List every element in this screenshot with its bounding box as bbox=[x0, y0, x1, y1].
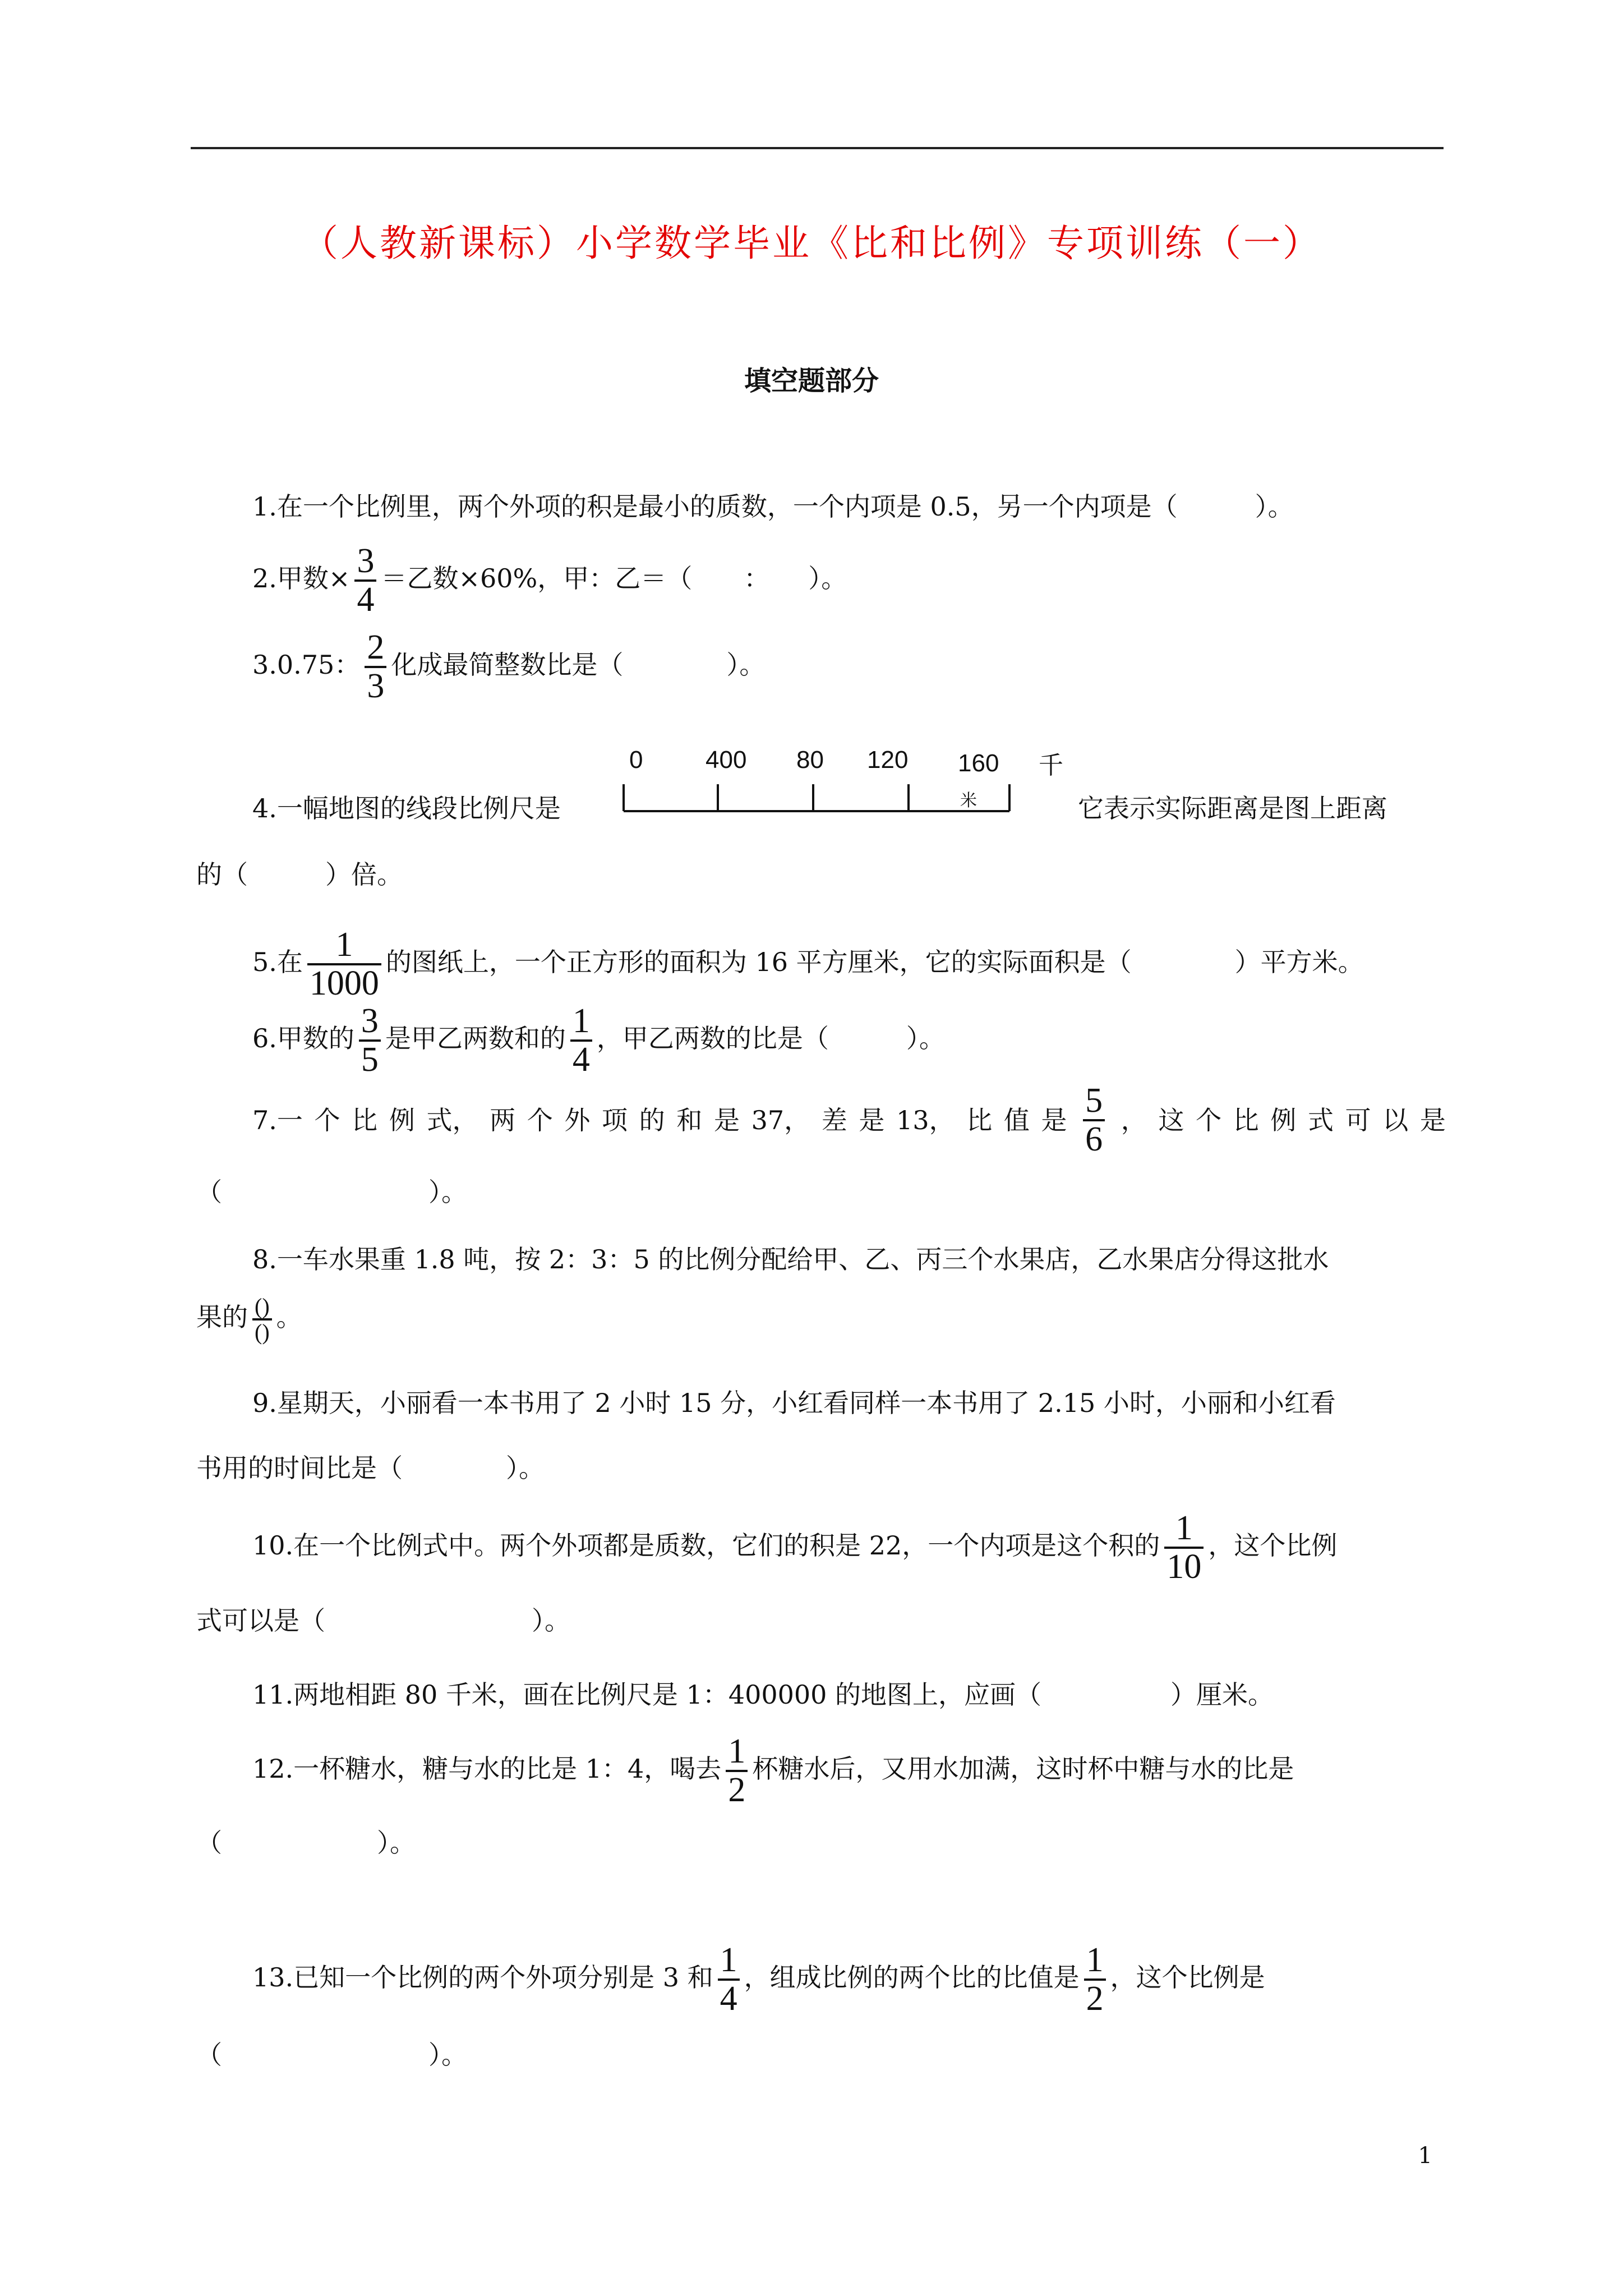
question-13-continuation: （ ）。 bbox=[196, 2040, 467, 2070]
question-8-line1: 8.一车水果重 1.8 吨，按 2：3：5 的比例分配给甲、乙、丙三个水果店，乙水果店分得这批水 bbox=[252, 1244, 1329, 1274]
fraction bbox=[252, 1295, 272, 1344]
question-4-post: 它表示实际距离是图上距离 bbox=[1078, 793, 1387, 823]
q7-char: 个 bbox=[527, 1105, 553, 1136]
denominator: () bbox=[252, 1318, 272, 1344]
fraction bbox=[570, 1003, 592, 1078]
question-13-post: ，这个比例是 bbox=[1110, 1962, 1265, 1993]
scale-label: 160 bbox=[958, 749, 999, 777]
denominator: 6 bbox=[1083, 1119, 1105, 1158]
fraction bbox=[1164, 1510, 1204, 1585]
question-13-pre: 13.已知一个比例的两个外项分别是 3 和 bbox=[252, 1962, 713, 1993]
question-10-continuation: 式可以是（ ）。 bbox=[196, 1605, 570, 1636]
question-8-pre: 果的 bbox=[196, 1302, 248, 1332]
fraction bbox=[354, 543, 376, 618]
q7-char: 是 bbox=[859, 1105, 885, 1136]
denominator: 2 bbox=[1084, 1978, 1106, 2017]
numerator: 2 bbox=[367, 628, 385, 666]
q7-char: ， bbox=[1121, 1105, 1147, 1136]
question-10-pre: 10.在一个比例式中。两个外项都是质数，它们的积是 22，一个内项是这个积的 bbox=[252, 1530, 1160, 1561]
q7-char: 式， bbox=[426, 1105, 478, 1136]
question-8-post: 。 bbox=[276, 1302, 302, 1332]
section-heading: 填空题部分 bbox=[744, 365, 879, 397]
question-1-text: 1.在一个比例里，两个外项的积是最小的质数，一个内项是 0.5，另一个内项是（ ）。 bbox=[252, 491, 1294, 522]
scale-label: 400 bbox=[706, 746, 747, 774]
question-6-pre: 6.甲数的 bbox=[252, 1023, 354, 1054]
question-12-pre: 12.一杯糖水，糖与水的比是 1：4，喝去 bbox=[252, 1754, 722, 1784]
question-8-continuation bbox=[196, 1295, 302, 1344]
scale-unit-label-overlap: 米 bbox=[960, 792, 977, 810]
denominator: 1000 bbox=[307, 963, 381, 1002]
question-12-post: 杯糖水后，又用水加满，这时杯中糖与水的比是 bbox=[752, 1754, 1294, 1784]
question-8 bbox=[196, 1246, 1446, 1272]
page-number: 1 bbox=[1418, 2143, 1432, 2169]
denominator: 4 bbox=[354, 579, 376, 618]
q7-char: 个 bbox=[1196, 1105, 1222, 1136]
fraction bbox=[365, 629, 386, 705]
numerator: () bbox=[255, 1294, 270, 1319]
question-5-pre: 5.在 bbox=[252, 947, 303, 978]
denominator: 4 bbox=[570, 1039, 592, 1078]
question-9-continuation: 书用的时间比是（ ）。 bbox=[196, 1453, 545, 1483]
question-13 bbox=[196, 1942, 1446, 2017]
q7-char: 7.一 bbox=[252, 1105, 303, 1136]
question-10-post: ，这个比例 bbox=[1208, 1530, 1338, 1561]
q7-char: 例 bbox=[1270, 1105, 1297, 1136]
q7-char: 以 bbox=[1382, 1105, 1409, 1136]
q7-char: 比 bbox=[966, 1105, 993, 1136]
question-3-pre: 3.0.75： bbox=[252, 650, 361, 680]
q7-char: 是 bbox=[1041, 1105, 1067, 1136]
question-7-continuation: （ ）。 bbox=[196, 1177, 467, 1207]
question-1 bbox=[196, 491, 1446, 522]
denominator: 5 bbox=[359, 1039, 381, 1078]
numerator: 5 bbox=[1085, 1082, 1103, 1120]
scale-label: 80 bbox=[796, 746, 824, 774]
question-12-continuation: （ ）。 bbox=[196, 1828, 416, 1858]
q7-char: 和 bbox=[676, 1105, 703, 1136]
q7-char: 两 bbox=[490, 1105, 516, 1136]
q7-char: 差 bbox=[821, 1105, 847, 1136]
question-5 bbox=[196, 927, 1446, 1002]
fraction bbox=[359, 1003, 381, 1078]
question-5-post: 的图纸上，一个正方形的面积为 16 平方厘米，它的实际面积是（ ）平方米。 bbox=[385, 947, 1364, 978]
denominator: 3 bbox=[365, 666, 386, 705]
q7-char: 可 bbox=[1345, 1105, 1371, 1136]
question-2-pre: 2.甲数× bbox=[252, 563, 351, 594]
numerator: 1 bbox=[572, 1002, 590, 1040]
q7-char: 项 bbox=[602, 1105, 628, 1136]
numerator: 1 bbox=[720, 1941, 737, 1979]
q7-char: 外 bbox=[564, 1105, 591, 1136]
numerator: 1 bbox=[1175, 1509, 1193, 1547]
numerator: 3 bbox=[361, 1002, 379, 1040]
q7-char: 13， bbox=[896, 1105, 955, 1136]
q7-char: 比 bbox=[352, 1105, 378, 1136]
fraction bbox=[1083, 1083, 1105, 1158]
question-7 bbox=[252, 1083, 1446, 1158]
scale-label: 120 bbox=[867, 746, 909, 774]
q7-char: 是 bbox=[1419, 1105, 1446, 1136]
question-4-continuation: 的（ ）倍。 bbox=[196, 859, 403, 890]
question-3 bbox=[196, 629, 1446, 705]
question-2 bbox=[196, 543, 1446, 618]
numerator: 3 bbox=[357, 542, 375, 580]
question-11 bbox=[196, 1682, 1446, 1708]
q7-char: 例 bbox=[389, 1105, 415, 1136]
fraction bbox=[718, 1942, 740, 2017]
question-10 bbox=[196, 1510, 1446, 1585]
denominator: 10 bbox=[1164, 1547, 1204, 1585]
q7-char: 值 bbox=[1003, 1105, 1030, 1136]
numerator: 1 bbox=[728, 1732, 746, 1770]
q7-char: 个 bbox=[314, 1105, 340, 1136]
header-rule bbox=[191, 147, 1444, 149]
fraction bbox=[1084, 1942, 1106, 2017]
fraction bbox=[726, 1733, 748, 1809]
fraction bbox=[307, 927, 381, 1002]
scale-unit-label: 千 bbox=[1039, 752, 1063, 779]
question-6-mid: 是甲乙两数和的 bbox=[385, 1023, 566, 1054]
question-9-line1: 9.星期天，小丽看一本书用了 2 小时 15 分，小红看同样一本书用了 2.15 小时，小丽和小红看 bbox=[252, 1388, 1336, 1418]
question-6 bbox=[196, 1003, 1446, 1078]
question-12 bbox=[196, 1733, 1446, 1809]
question-2-post: ＝乙数×60%，甲：乙＝（ ： ）。 bbox=[381, 563, 847, 594]
page-title: （人教新课标）小学数学毕业《比和比例》专项训练（一） bbox=[301, 222, 1322, 265]
denominator: 4 bbox=[718, 1978, 740, 2017]
scale-bar bbox=[617, 746, 1063, 813]
q7-char: 的 bbox=[639, 1105, 665, 1136]
question-3-post: 化成最简整数比是（ ）。 bbox=[391, 650, 766, 680]
q7-char: 37， bbox=[751, 1105, 810, 1136]
numerator: 1 bbox=[1086, 1941, 1104, 1979]
q7-char: 式 bbox=[1308, 1105, 1334, 1136]
numerator: 1 bbox=[335, 926, 353, 964]
question-13-mid: ，组成比例的两个比的比值是 bbox=[744, 1962, 1080, 1993]
scale-label: 0 bbox=[629, 746, 643, 774]
question-9 bbox=[196, 1390, 1446, 1416]
q7-char: 这 bbox=[1158, 1105, 1184, 1136]
denominator: 2 bbox=[726, 1770, 748, 1809]
question-6-post: ，甲乙两数的比是（ ）。 bbox=[596, 1023, 945, 1054]
q7-char: 比 bbox=[1233, 1105, 1259, 1136]
q7-char: 是 bbox=[713, 1105, 740, 1136]
question-4-pre: 4.一幅地图的线段比例尺是 bbox=[252, 793, 561, 823]
question-11-text: 11.两地相距 80 千米，画在比例尺是 1：400000 的地图上，应画（ ）厘米。 bbox=[252, 1680, 1274, 1710]
